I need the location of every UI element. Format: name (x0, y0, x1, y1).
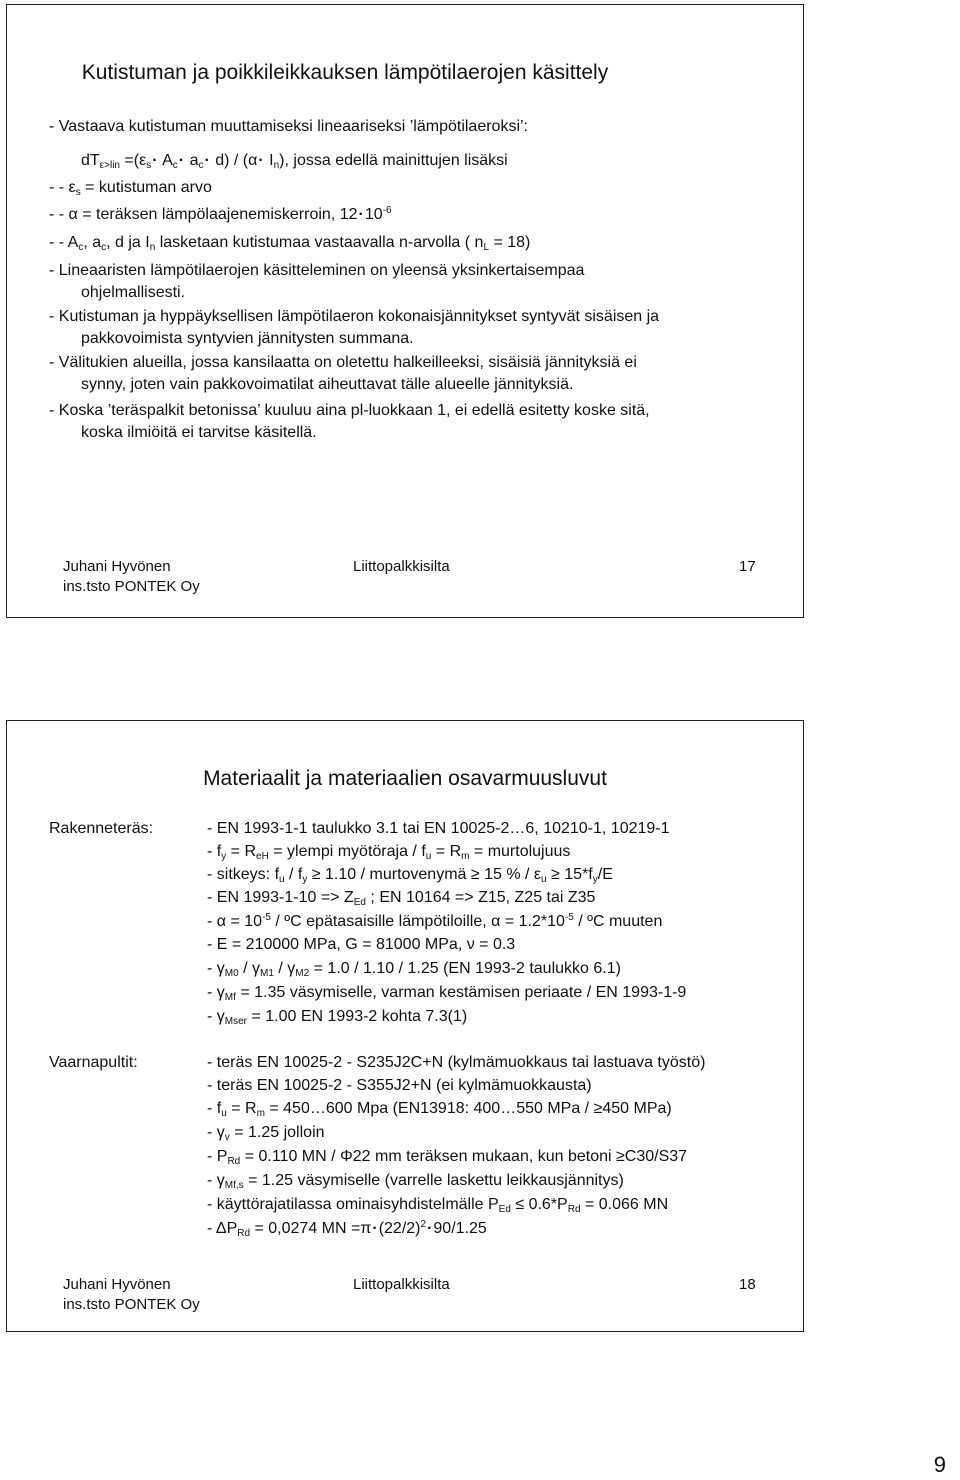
section-label-shear-studs: Vaarnapultit: (49, 1054, 138, 1071)
bullet-continuation: koska ilmiöitä ei tarvitse käsitellä. (81, 424, 317, 441)
formula-line: $dT_{\varepsilon>lin} =(\varepsilon_s\cdot A_c\cdot a_c\cdot d) / (\alpha\cdot I_n)$, jossa edellä mainittujen lisäksi (81, 152, 508, 171)
footer-author: Juhani Hyvönen (63, 1276, 171, 1293)
footer-page-number: 17 (739, 558, 756, 575)
stud-line: - $\Delta P_{Rd} = 0,0274$ MN $=\pi\cdot(22/2)^2\cdot 90/1.25$ (207, 1219, 487, 1239)
footer-page-number: 18 (739, 1276, 756, 1293)
slide-title: Kutistuman ja poikkileikkauksen lämpötilaerojen käsittely (81, 61, 609, 84)
steel-line: - E = 210000 MPa, G = 81000 MPa, ν = 0.3 (207, 936, 516, 953)
section-label-structural-steel: Rakenneteräs: (49, 820, 154, 837)
steel-line: - $\gamma_{Mser} = 1.00$ EN 1993-2 kohta 7.3(1) (207, 1008, 468, 1027)
steel-line: - $\gamma_{M0} / \gamma_{M1} / \gamma_{M2} = 1.0 / 1.10 / 1.25$ (EN 1993-2 taulukko 6.1) (207, 960, 621, 979)
bullet-line: - - α = teräksen lämpölaajenemiskerroin, $12\cdot 10^{-6}$ (49, 205, 392, 223)
stud-line: - teräs EN 10025-2 - S355J2+N (ei kylmämuokkausta) (207, 1077, 592, 1094)
footer-document: Liittopalkkisilta (353, 1276, 450, 1293)
steel-line: - $f_y = R_{eH}$ = ylempi myötöraja / $f_u = R_m$ = murtolujuus (207, 843, 571, 862)
stud-line: - teräs EN 10025-2 - S235J2C+N (kylmämuokkaus tai lastuava työstö) (207, 1054, 706, 1071)
bullet-line: - Koska ’teräspalkit betonissa’ kuuluu aina pl-luokkaan 1, ei edellä esitetty koske sitä, (49, 402, 650, 419)
bullet-continuation: ohjelmallisesti. (81, 284, 186, 301)
footer-company: ins.tsto PONTEK Oy (63, 578, 200, 595)
steel-line: - EN 1993-1-1 taulukko 3.1 tai EN 10025-2…6, 10210-1, 10219-1 (207, 820, 670, 837)
slide-title: Materiaalit ja materiaalien osavarmuusluvut (203, 767, 607, 790)
steel-line: - EN $1993-1-10 => Z_{Ed}$ ; EN 10164 => Z15, Z25 tai Z35 (207, 889, 596, 908)
steel-line: - sitkeys: $f_u / f_y \ge 1.10$ / murtovenymä ≥ 15 % / $\varepsilon_u \ge 15*f_y/E$ (207, 866, 613, 885)
bullet-line: - Lineaaristen lämpötilaerojen käsitteleminen on yleensä yksinkertaisempaa (49, 262, 585, 279)
footer-author: Juhani Hyvönen (63, 558, 171, 575)
steel-line: - $\gamma_{Mf} = 1.35$ väsymiselle, varman kestämisen periaate / EN 1993-1-9 (207, 984, 687, 1003)
stud-line: - $\gamma_{Mf,s} = 1.25$ väsymiselle (varrelle laskettu leikkausjännitys) (207, 1172, 624, 1191)
footer-company: ins.tsto PONTEK Oy (63, 1296, 200, 1313)
bullet-line: - Vastaava kutistuman muuttamiseksi lineaariseksi ’lämpötilaeroksi’: (49, 118, 528, 135)
page-number: 9 (933, 1452, 946, 1477)
bullet-continuation: pakkovoimista syntyvien jännitysten summana. (81, 330, 414, 347)
bullet-line: - - $A_c$, $a_c$, d ja $I_n$ lasketaan kutistumaa vastaavalla n-arvolla ( $n_L = 18$) (49, 234, 531, 253)
slide-18 (6, 720, 804, 1332)
stud-line: - $P_{Rd} = 0.110$ MN / Φ22 mm teräksen mukaan, kun betoni ≥C30/S37 (207, 1148, 688, 1167)
bullet-line: - - $\varepsilon_s$ = kutistuman arvo (49, 179, 212, 198)
bullet-continuation: synny, joten vain pakkovoimatilat aiheuttavat tälle alueelle jännityksiä. (81, 376, 574, 393)
bullet-line: - Välitukien alueilla, jossa kansilaatta on oletettu halkeilleeksi, sisäisiä jännityksiä ei (49, 354, 637, 371)
stud-line: - $f_u = R_m$ = 450…600 Mpa (EN13918: 400…550 MPa / ≥450 MPa) (207, 1100, 672, 1119)
slide-17 (6, 4, 804, 618)
bullet-line: - Kutistuman ja hyppäyksellisen lämpötilaeron kokonaisjännitykset syntyvät sisäisen ja (49, 308, 660, 325)
stud-line: - käyttörajatilassa ominaisyhdistelmälle $P_{Ed} \le 0.6*P_{Rd} = 0.066$ MN (207, 1196, 669, 1215)
footer-document: Liittopalkkisilta (353, 558, 450, 575)
stud-line: - $\gamma_v = 1.25$ jolloin (207, 1124, 325, 1143)
steel-line: - $\alpha = 10^{-5}$ / ºC epätasaisille lämpötiloille, $\alpha = 1.2*10^{-5}$ / ºC muuten (207, 912, 663, 930)
